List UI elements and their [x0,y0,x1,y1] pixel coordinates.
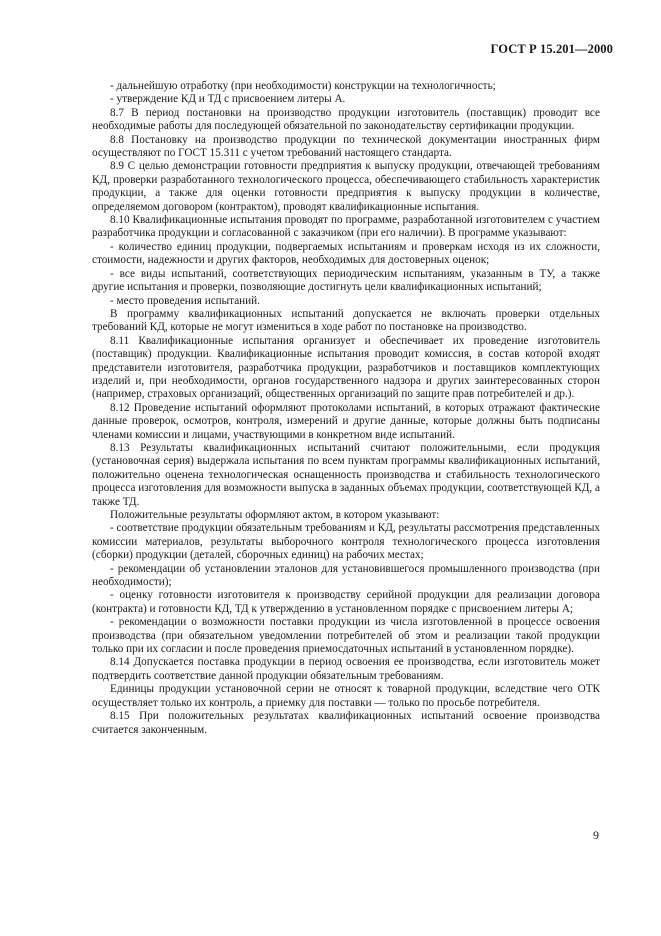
list-item-further-development: - дальнейшую отработку (при необходимости) конструкции на технологичность; [110,80,496,92]
clause-8-9: 8.9 С целью демонстрации готовности предприятия к выпуску продукции, отвечающей требованиям КД, проверки разработанного технологического процесса, обеспечивающего стабильность характеристик продукции, а также для оценки готовности предприятия к выпуску продукции в количестве, определяемом договором (контрактом), проводят квалификационные испытания. [92,160,600,213]
clause-8-13: 8.13 Результаты квалификационных испытаний считают положительными, если продукция (установочная серия) выдержала испытания по всем пунктам программы квалификационных испытаний, положительно оценена технологическая оснащенность производства и стабильность технологического процесса изготовления для возможности выпуска в заданных объемах продукции, соответствующей КД, а также ТД. [92,441,600,508]
paragraph-installation-series: Единицы продукции установочной серии не относят к товарной продукции, вследствие чего ОТК осуществляет только их контроль, а приемку для поставки — только по просьбе потребителя. [92,683,600,709]
list-item-test-types: - все виды испытаний, соответствующих периодическим испытаниям, указанным в ТУ, а также другие испытания и проверки, позволяющие достигнуть цели квалификационных испытаний; [92,267,600,294]
clause-8-7: 8.7 В период постановки на производство продукции изготовитель (поставщик) проводит все необходимые работы для последующей обязательной по законодательству сертификации продукции. [92,106,600,133]
clause-8-14: 8.14 Допускается поставка продукции в период освоения ее производства, если изготовитель может подтвердить соответствие данной продукции обязательным требованиям. [92,656,600,682]
list-item-readiness-assessment: - оценку готовности изготовителя к производству серийной продукции для реализации договора (контракта) и готовности КД, ТД к утверждению в установленном порядке с присвоением литеры А; [92,589,600,615]
clause-8-12: 8.12 Проведение испытаний оформляют протоколами испытаний, в которых отражают фактические данные проверок, осмотров, контроля, измерений и другие данные, которые должны быть подписаны членами комиссии и лицами, участвующими в конкретном виде испытаний. [92,401,600,441]
paragraph-act-contents: Положительные результаты оформляют актом, в котором указывают: [110,509,440,521]
clause-8-11: 8.11 Квалификационные испытания организует и обеспечивает их проведение изготовитель (поставщик) продукции. Квалификационные испытания проводит комиссия, в состав которой входят представители изготовителя, разработчика продукции, разработчиков и поставщиков комплектующих изделий и, при необходимости, органов государственного надзора и других заинтересованных сторон (например, страховых организаций, общественных организаций по защите прав потребителей и др.). [92,334,600,401]
list-item-test-location: - место проведения испытаний. [110,294,260,307]
clause-8-10: 8.10 Квалификационные испытания проводят по программе, разработанной изготовителем с участием разработчика продукции и согласованной с заказчиком (при его наличии). В программе указывают: [92,214,600,240]
list-item-approval: - утверждение КД и ТД с присвоением литеры А. [110,93,346,106]
clause-8-15: 8.15 При положительных результатах квалификационных испытаний освоение производства считается законченным. [92,710,600,736]
document-body [92,80,600,737]
list-item-compliance: - соответствие продукции обязательным требованиям и КД, результаты рассмотрения представленных комиссии материалов, результаты выборочного контроля технологического процесса изготовления (сборки) продукции (деталей, сборочных единиц) на рабочих местах; [92,522,600,562]
list-item-units-count: - количество единиц продукции, подвергаемых испытаниям и проверкам исходя из их сложности, стоимости, надежности и других факторов, необходимых для достоверных оценок; [92,240,600,267]
page-number: 9 [593,828,599,842]
list-item-supply-recommendation: - рекомендации о возможности поставки продукции из числа изготовленной в процессе освоения производства (при обязательном уведомлении потребителей об этом и реализации такой продукции только при их согласии и после проведения приемосдаточных испытаний в установленном порядке). [92,616,600,656]
paragraph-program-exclusions: В программу квалификационных испытаний допускается не включать проверки отдельных требований КД, которые не могут измениться в ходе работ по постановке на производство. [92,307,600,334]
list-item-standards-recommendation: - рекомендации об установлении эталонов для установившегося промышленного производства (при необходимости); [92,562,600,589]
standard-header: ГОСТ Р 15.201—2000 [490,42,613,56]
clause-8-8: 8.8 Постановку на производство продукции по технической документации иностранных фирм осуществляют по ГОСТ 15.311 с учетом требований настоящего стандарта. [92,133,600,160]
